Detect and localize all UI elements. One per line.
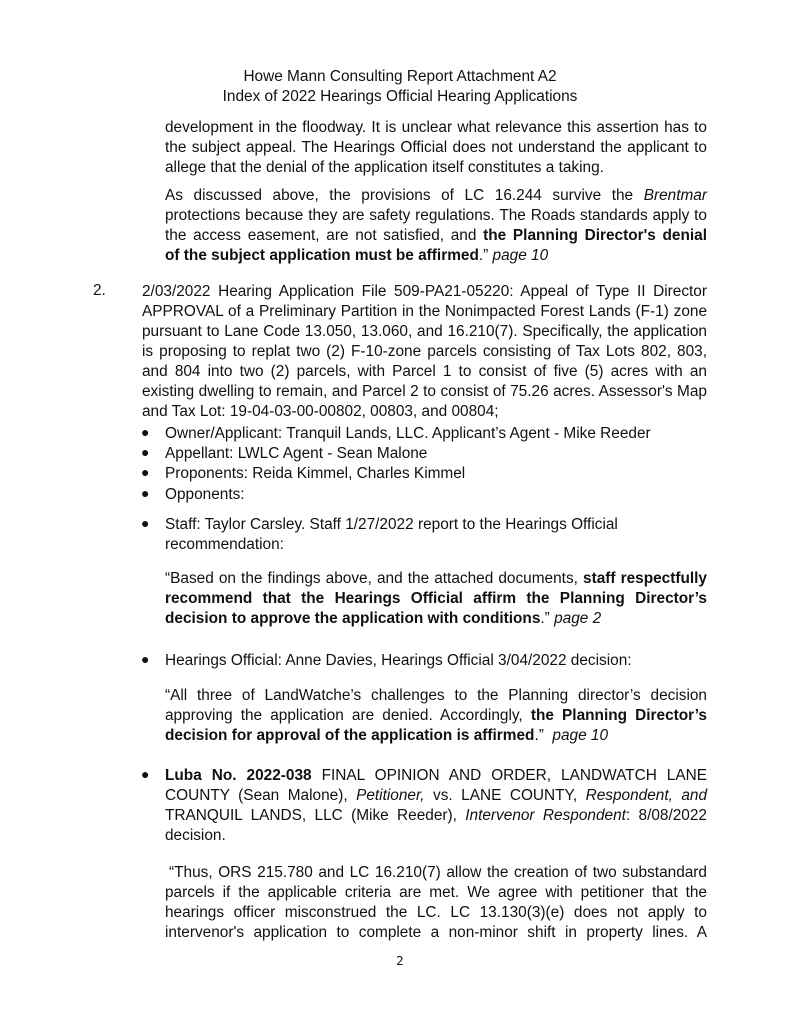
list-number: 2. [93, 282, 106, 299]
continuation-paragraph: development in the floodway. It is unclear what relevance this assertion has to the subject appeal. The Hearings Official does not understand the applicant to allege that the denial of the application itself constitutes a taking. [165, 119, 707, 176]
bullet-icon: ● [141, 485, 150, 501]
bullet-hearings-official: Hearings Official: Anne Davies, Hearings Official 3/04/2022 decision: [165, 652, 632, 669]
bullet-icon: ● [141, 515, 150, 531]
bullet-luba: Luba No. 2022-038 FINAL OPINION AND ORDER, LANDWATCH LANE COUNTY (Sean Malone), Petitioner, vs. LANE COUNTY, Respondent, and TRANQUIL LANDS, LLC (Mike Reeder), Intervenor Respondent: 8/08/2022 decision. [165, 767, 708, 844]
bullet-icon: ● [141, 766, 150, 782]
hearings-quote: “All three of LandWatche’s challenges to the Planning director’s decision approving the application are denied. Accordingly, the Planning Director’s decision for approval of the application is affirmed.” page 10 [165, 687, 707, 744]
bullet-icon: ● [141, 651, 150, 667]
bullet-opponents: Opponents: [165, 486, 245, 503]
item2-paragraph: 2/03/2022 Hearing Application File 509-PA21-05220: Appeal of Type II Director APPROVAL of a Preliminary Partition in the Nonimpacted Forest Lands (F-1) zone pursuant to Lane Code 13.050, 13.060, and 16.210(7). Specifically, the application is proposing to replat two (2) F-10-zone parcels consisting of Tax Lots 802, 803, and 804 into two (2) parcels, with Parcel 1 to consist of five (5) acres with an existing dwelling to remain, and Parcel 2 to consist of 75.26 acres. Assessor's Map and Tax Lot: 19-04-03-00-00802, 00803, and 00804; [142, 283, 707, 420]
bullet-icon: ● [141, 444, 150, 460]
brentmar-paragraph: As discussed above, the provisions of LC 16.244 survive the Brentmar protections because they are safety regulations. The Roads standards apply to the access easement, are not satisfied, and the Planning Director's denial of the subject application must be affirmed.” page 10 [165, 187, 707, 264]
bullet-proponents: Proponents: Reida Kimmel, Charles Kimmel [165, 465, 466, 482]
header-subtitle: Index of 2022 Hearings Official Hearing Applications [222, 88, 578, 105]
bullet-icon: ● [141, 424, 150, 440]
bullet-icon: ● [141, 464, 150, 480]
bullet-owner: Owner/Applicant: Tranquil Lands, LLC. Applicant’s Agent - Mike Reeder [165, 425, 651, 442]
staff-quote: “Based on the findings above, and the attached documents, staff respectfully recommend that the Hearings Official affirm the Planning Director’s decision to approve the application with conditions.” page 2 [165, 570, 707, 627]
page-number: 2 [396, 954, 404, 968]
bullet-appellant: Appellant: LWLC Agent - Sean Malone [165, 445, 428, 462]
page-header [0, 67, 800, 107]
bullet-staff: Staff: Taylor Carsley. Staff 1/27/2022 report to the Hearings Official recommendation: [165, 516, 618, 553]
luba-quote: “Thus, ORS 215.780 and LC 16.210(7) allow the creation of two substandard parcels if the applicable criteria are met. We agree with petitioner that the hearings officer misconstrued the LC. LC 13.130(3)(e) does not apply to intervenor's application to complete a non-minor shift in property lines. A [165, 864, 707, 941]
header-title: Howe Mann Consulting Report Attachment A2 [243, 68, 557, 85]
